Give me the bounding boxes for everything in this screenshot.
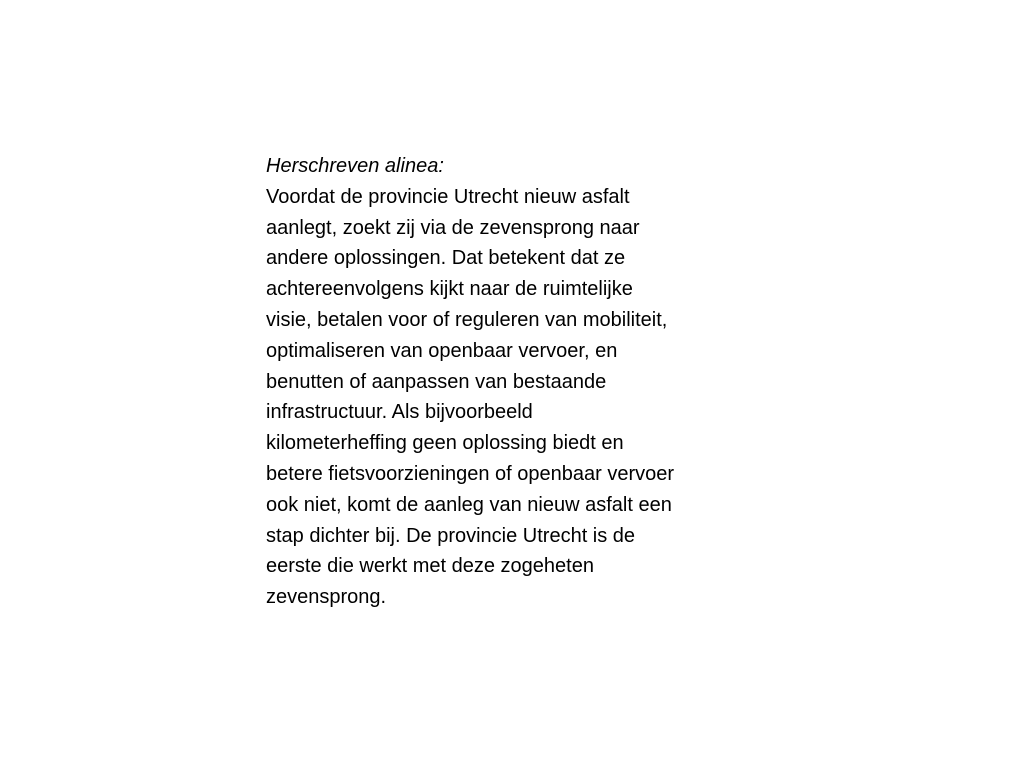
paragraph-line: benutten of aanpassen van bestaande <box>266 370 607 393</box>
paragraph-line: achtereenvolgens kijkt naar de ruimtelijke <box>266 278 633 301</box>
paragraph-line: stap dichter bij. De provincie Utrecht is de <box>266 524 636 547</box>
paragraph-line: ook niet, komt de aanleg van nieuw asfalt een <box>266 493 672 516</box>
paragraph-line: optimaliseren van openbaar vervoer, en <box>266 339 618 362</box>
text-block <box>266 151 766 613</box>
heading: Herschreven alinea: <box>266 155 444 177</box>
paragraph-line: eerste die werkt met deze zogeheten <box>266 555 594 578</box>
paragraph-line: andere oplossingen. Dat betekent dat ze <box>266 247 626 270</box>
paragraph-line: Voordat de provincie Utrecht nieuw asfalt <box>266 185 630 208</box>
paragraph-line: visie, betalen voor of reguleren van mobiliteit, <box>266 308 668 331</box>
paragraph-line: aanlegt, zoekt zij via de zevensprong naar <box>266 216 640 239</box>
paragraph-line: betere fietsvoorzieningen of openbaar vervoer <box>266 462 675 485</box>
paragraph-line: zevensprong. <box>266 586 387 609</box>
paragraph-line: infrastructuur. Als bijvoorbeeld <box>266 401 533 424</box>
paragraph-line: kilometerheffing geen oplossing biedt en <box>266 432 624 455</box>
